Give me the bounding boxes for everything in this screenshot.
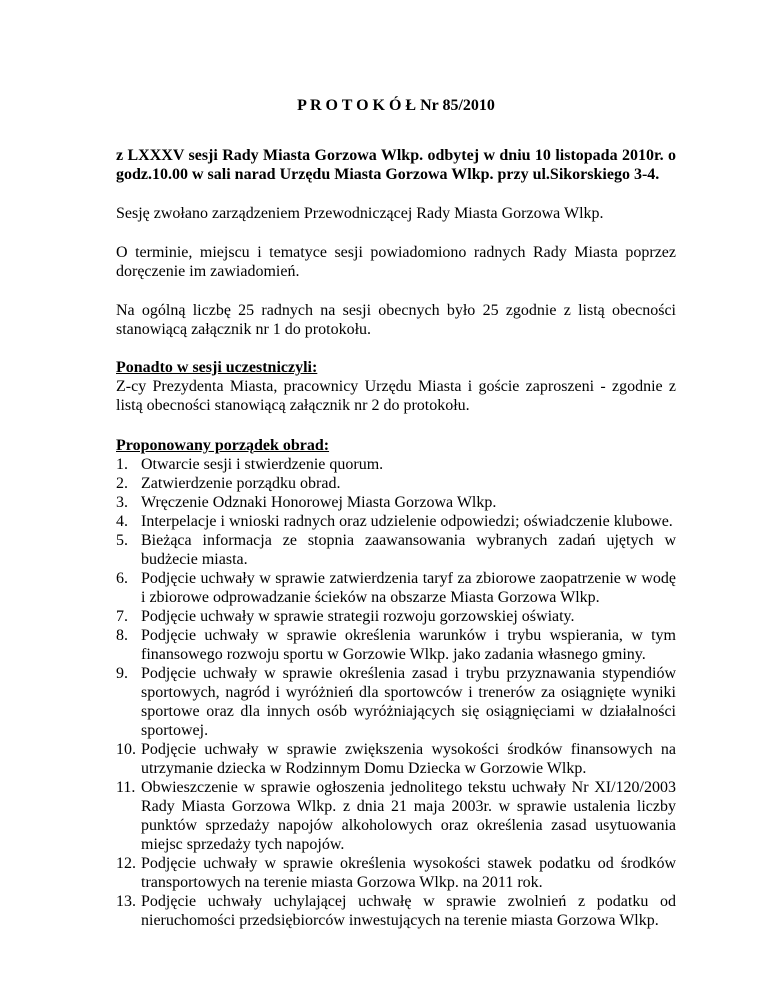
agenda-item <box>116 664 676 740</box>
agenda-item-number: 8. <box>116 627 128 644</box>
paragraph-notified: O terminie, miejscu i tematyce sesji powiadomiono radnych Rady Miasta poprzez doręczenie im zawiadomień. <box>116 244 676 280</box>
agenda-item-text: Podjęcie uchwały w sprawie określenia zasad i trybu przyznawania stypendiów sportowych, nagród i wyróżnień dla sportowców i trenerów za osiągnięte wyniki sportowe oraz dla innych osób wyróżniających się osiągnięciami w działalności sportowej. <box>141 665 676 739</box>
agenda-item <box>116 854 676 892</box>
document-title: P R O T O K Ó Ł Nr 85/2010 <box>297 97 495 114</box>
agenda-item-number: 10. <box>116 741 136 758</box>
agenda-item-number: 1. <box>116 456 128 473</box>
agenda-item <box>116 740 676 778</box>
agenda-item-text: Obwieszczenie w sprawie ogłoszenia jednolitego tekstu uchwały Nr XI/120/2003 Rady Miasta Gorzowa Wlkp. z dnia 21 maja 2003r. w sprawie ustalenia liczby punktów sprzedaży napojów alkoholowych oraz określenia zasad usytuowania miejsc sprzedaży tych napojów. <box>141 779 676 853</box>
agenda-item <box>116 512 676 531</box>
participants-heading: Ponadto w sesji uczestniczyli: <box>116 359 318 376</box>
agenda-item-number: 7. <box>116 608 128 625</box>
agenda-item-number: 11. <box>116 779 136 796</box>
agenda-item-text: Interpelacje i wnioski radnych oraz udzielenie odpowiedzi; oświadczenie klubowe. <box>141 513 673 530</box>
agenda-item <box>116 531 676 569</box>
agenda-item <box>116 778 676 854</box>
session-intro: z LXXXV sesji Rady Miasta Gorzowa Wlkp. odbytej w dniu 10 listopada 2010r. o godz.10.00 w sali narad Urzędu Miasta Gorzowa Wlkp. przy ul.Sikorskiego 3-4. <box>116 147 676 183</box>
agenda-item-number: 12. <box>116 855 136 872</box>
agenda-list <box>116 455 676 930</box>
agenda-item-number: 6. <box>116 570 128 587</box>
agenda-item <box>116 892 676 930</box>
agenda-item-number: 3. <box>116 494 128 511</box>
agenda-section <box>116 436 676 930</box>
agenda-item-number: 9. <box>116 665 128 682</box>
agenda-item-text: Podjęcie uchwały uchylającej uchwałę w sprawie zwolnień z podatku od nieruchomości przedsiębiorców inwestujących na terenie miasta Gorzowa Wlkp. <box>141 893 676 929</box>
agenda-item-number: 13. <box>116 893 136 910</box>
participants-section <box>116 358 676 415</box>
paragraph-convened: Sesję zwołano zarządzeniem Przewodniczącej Rady Miasta Gorzowa Wlkp. <box>116 205 604 222</box>
agenda-item-number: 4. <box>116 513 128 530</box>
agenda-item-text: Otwarcie sesji i stwierdzenie quorum. <box>141 456 384 473</box>
agenda-item <box>116 626 676 664</box>
agenda-item <box>116 569 676 607</box>
agenda-item <box>116 607 676 626</box>
agenda-item-text: Zatwierdzenie porządku obrad. <box>141 475 341 492</box>
agenda-item-text: Podjęcie uchwały w sprawie zwiększenia wysokości środków finansowych na utrzymanie dziecka w Rodzinnym Domu Dziecka w Gorzowie Wlkp. <box>141 741 676 777</box>
participants-text: Z-cy Prezydenta Miasta, pracownicy Urzędu Miasta i goście zaproszeni - zgodnie z listą obecności stanowiącą załącznik nr 2 do protokołu. <box>116 378 676 414</box>
agenda-item-number: 2. <box>116 475 128 492</box>
agenda-item-text: Podjęcie uchwały w sprawie określenia warunków i trybu wspierania, w tym finansowego rozwoju sportu w Gorzowie Wlkp. jako zadania własnego gminy. <box>141 627 676 663</box>
agenda-item-text: Wręczenie Odznaki Honorowej Miasta Gorzowa Wlkp. <box>141 494 497 511</box>
agenda-heading: Proponowany porządek obrad: <box>116 437 330 454</box>
agenda-item-text: Bieżąca informacja ze stopnia zaawansowania wybranych zadań ujętych w budżecie miasta. <box>141 532 676 568</box>
agenda-item-text: Podjęcie uchwały w sprawie określenia wysokości stawek podatku od środków transportowych na terenie miasta Gorzowa Wlkp. na 2011 rok. <box>141 855 676 891</box>
agenda-item <box>116 455 676 474</box>
agenda-item <box>116 474 676 493</box>
paragraph-attendance: Na ogólną liczbę 25 radnych na sesji obecnych było 25 zgodnie z listą obecności stanowiącą załącznik nr 1 do protokołu. <box>116 302 676 338</box>
agenda-item-number: 5. <box>116 532 128 549</box>
agenda-item-text: Podjęcie uchwały w sprawie strategii rozwoju gorzowskiej oświaty. <box>141 608 575 625</box>
agenda-item-text: Podjęcie uchwały w sprawie zatwierdzenia taryf za zbiorowe zaopatrzenie w wodę i zbiorowe odprowadzanie ścieków na obszarze Miasta Gorzowa Wlkp. <box>141 570 676 606</box>
agenda-item <box>116 493 676 512</box>
